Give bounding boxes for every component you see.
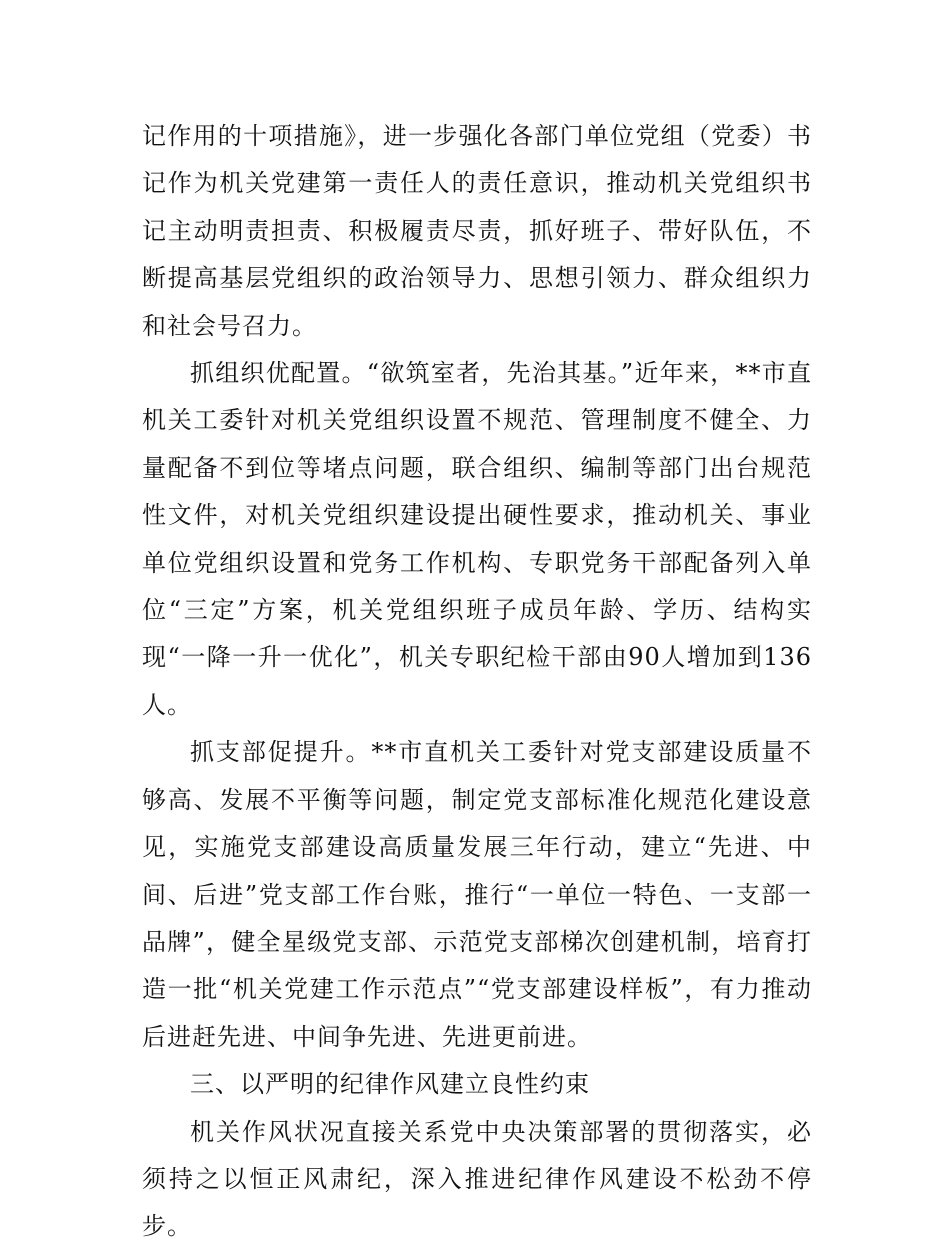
paragraph-continuation: 记作用的十项措施》，进一步强化各部门单位党组（党委）书记作为机关党建第一责任人的责任意识，推动机关党组织书记主动明责担责、积极履责尽责，抓好班子、带好队伍，不断提高基层党组织的政治领导力、思想引领力、群众组织力和社会号召力。 (142, 122, 812, 340)
section-heading: 三、以严明的纪律作风建立良性约束 (190, 1070, 590, 1099)
paragraph-branch: 抓支部促提升。**市直机关工委针对党支部建设质量不够高、发展不平衡等问题，制定党支部标准化规范化建设意见，实施党支部建设高质量发展三年行动，建立“先进、中间、后进”党支部工作台账，推行“一单位一特色、一支部一品牌”，健全星级党支部、示范党支部梯次创建机制，培育打造一批“机关党建工作示范点”“党支部建设样板”，有力推动后进赶先进、中间争先进、先进更前进。 (142, 738, 812, 1051)
paragraph-organization: 抓组织优配置。“欲筑室者，先治其基。”近年来，**市直机关工委针对机关党组织设置不规范、管理制度不健全、力量配备不到位等堵点问题，联合组织、编制等部门出台规范性文件，对机关党组织建设提出硬性要求，推动机关、事业单位党组织设置和党务工作机构、专职党务干部配备列入单位“三定”方案，机关党组织班子成员年龄、学历、结构实现“一降一升一优化”，机关专职纪检干部由90人增加到136人。 (142, 359, 812, 719)
paragraph-discipline: 机关作风状况直接关系党中央决策部署的贯彻落实，必须持之以恒正风肃纪，深入推进纪律作风建设不松劲不停步。 (142, 1117, 812, 1241)
document-body (142, 113, 812, 1251)
